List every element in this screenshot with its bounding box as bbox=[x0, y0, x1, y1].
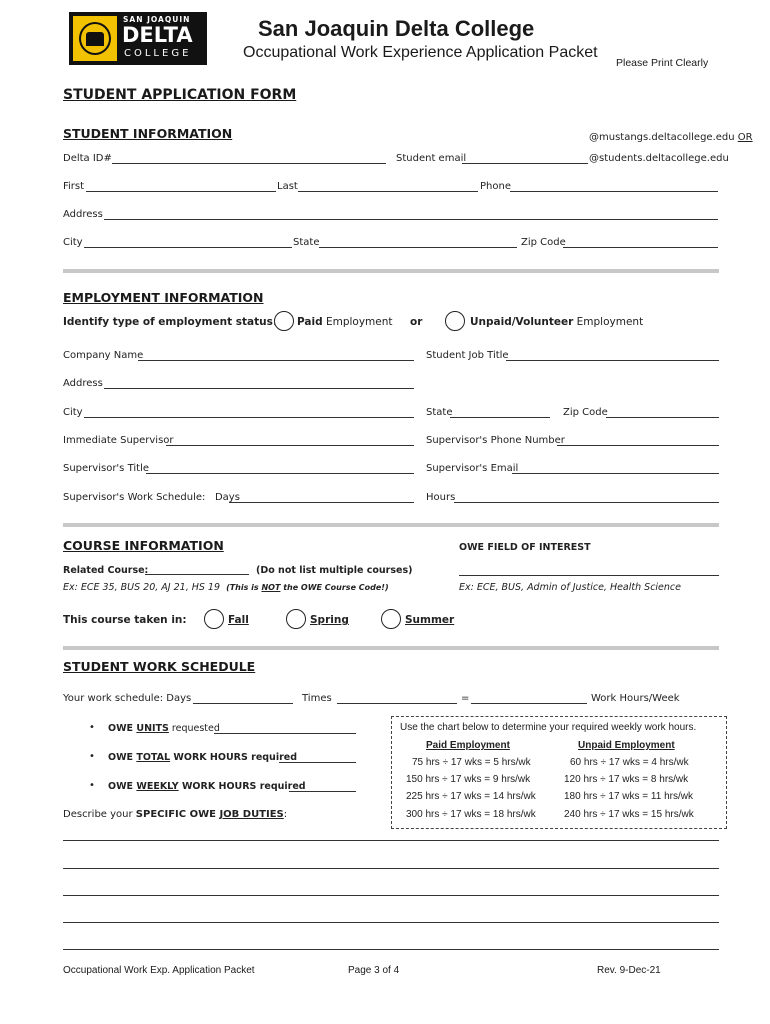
owe-field-heading: OWE FIELD OF INTEREST bbox=[459, 542, 591, 553]
employer-zip-field[interactable] bbox=[606, 417, 719, 418]
supervisor-hours-field[interactable] bbox=[454, 502, 719, 503]
immediate-supervisor-label: Immediate Supervisor bbox=[63, 435, 174, 446]
paid-employment-radio[interactable] bbox=[274, 311, 294, 331]
course-term-label: This course taken in: bbox=[63, 614, 187, 626]
employer-state-label: State bbox=[426, 407, 453, 418]
work-schedule-times-label: Times bbox=[302, 693, 332, 704]
last-name-label: Last bbox=[277, 181, 298, 192]
job-duties-line[interactable] bbox=[63, 895, 719, 896]
fall-radio[interactable] bbox=[204, 609, 224, 629]
company-name-label: Company Name bbox=[63, 350, 144, 361]
unpaid-chart-row: 180 hrs ÷ 17 wks = 11 hrs/wk bbox=[564, 791, 693, 802]
student-email-field[interactable] bbox=[462, 163, 588, 164]
zip-label: Zip Code bbox=[521, 237, 566, 248]
college-logo bbox=[69, 12, 207, 65]
footer-left: Occupational Work Exp. Application Packet bbox=[63, 965, 255, 976]
phone-label: Phone bbox=[480, 181, 511, 192]
student-email-label: Student email bbox=[396, 153, 467, 164]
page-subtitle: Occupational Work Experience Application Packet bbox=[243, 44, 598, 61]
student-job-title-label: Student Job Title bbox=[426, 350, 509, 361]
work-hours-total-field[interactable] bbox=[471, 703, 587, 704]
zip-field[interactable] bbox=[563, 247, 718, 248]
owe-field-field[interactable] bbox=[459, 575, 719, 576]
address-label: Address bbox=[63, 209, 103, 220]
employer-address-field[interactable] bbox=[104, 388, 414, 389]
summer-radio[interactable] bbox=[381, 609, 401, 629]
paid-chart-row: 75 hrs ÷ 17 wks = 5 hrs/wk bbox=[412, 757, 531, 768]
work-hours-week-label: Work Hours/Week bbox=[591, 693, 680, 704]
bullet-icon: • bbox=[89, 722, 95, 733]
work-schedule-heading: STUDENT WORK SCHEDULE bbox=[63, 659, 256, 674]
employment-info-heading: EMPLOYMENT INFORMATION bbox=[63, 290, 264, 305]
unpaid-chart-header: Unpaid Employment bbox=[578, 740, 675, 751]
owe-weekly-hours-field[interactable] bbox=[289, 791, 356, 792]
logo-text-line2: DELTA bbox=[122, 23, 193, 47]
supervisor-title-field[interactable] bbox=[146, 473, 414, 474]
email-domain-students: @students.deltacollege.edu bbox=[589, 153, 729, 164]
job-duties-line[interactable] bbox=[63, 922, 719, 923]
supervisor-hours-label: Hours bbox=[426, 492, 456, 503]
student-info-heading: STUDENT INFORMATION bbox=[63, 126, 233, 141]
spring-label: Spring bbox=[310, 614, 349, 626]
bullet-icon: • bbox=[89, 751, 95, 762]
state-field[interactable] bbox=[319, 247, 517, 248]
city-field[interactable] bbox=[84, 247, 292, 248]
owe-field-example: Ex: ECE, BUS, Admin of Justice, Health Science bbox=[459, 582, 681, 593]
form-title: STUDENT APPLICATION FORM bbox=[63, 87, 297, 103]
employer-zip-label: Zip Code bbox=[563, 407, 608, 418]
footer-page-number: Page 3 of 4 bbox=[348, 965, 400, 976]
print-note: Please Print Clearly bbox=[616, 57, 709, 69]
phone-field[interactable] bbox=[510, 191, 718, 192]
owe-weekly-hours-label: OWE WEEKLY WORK HOURS required bbox=[108, 781, 306, 792]
logo-text-line1: SAN JOAQUIN bbox=[123, 15, 191, 24]
section-divider bbox=[63, 646, 719, 650]
email-domain-mustangs: @mustangs.deltacollege.edu OR bbox=[589, 132, 753, 143]
work-schedule-days-label: Your work schedule: Days bbox=[63, 693, 192, 704]
paid-employment-label: Paid Employment bbox=[297, 316, 393, 328]
employment-status-label: Identify type of employment status bbox=[63, 316, 273, 328]
last-name-field[interactable] bbox=[298, 191, 478, 192]
owe-units-field[interactable] bbox=[214, 733, 356, 734]
supervisor-days-field[interactable] bbox=[229, 502, 414, 503]
state-label: State bbox=[293, 237, 320, 248]
unpaid-chart-row: 120 hrs ÷ 17 wks = 8 hrs/wk bbox=[564, 774, 689, 785]
paid-chart-row: 225 hrs ÷ 17 wks = 14 hrs/wk bbox=[406, 791, 536, 802]
spring-radio[interactable] bbox=[286, 609, 306, 629]
supervisor-phone-field[interactable] bbox=[557, 445, 719, 446]
or-label: or bbox=[410, 316, 423, 328]
supervisor-email-field[interactable] bbox=[512, 473, 719, 474]
company-name-field[interactable] bbox=[138, 360, 414, 361]
paid-chart-row: 150 hrs ÷ 17 wks = 9 hrs/wk bbox=[406, 774, 531, 785]
related-course-field[interactable] bbox=[145, 574, 249, 575]
bullet-icon: • bbox=[89, 780, 95, 791]
page-title: San Joaquin Delta College bbox=[258, 16, 535, 41]
related-course-label: Related Course: bbox=[63, 565, 149, 576]
supervisor-phone-label: Supervisor's Phone Number bbox=[426, 435, 565, 446]
chart-intro: Use the chart below to determine your required weekly work hours. bbox=[400, 722, 697, 733]
summer-label: Summer bbox=[405, 614, 455, 626]
job-duties-label: Describe your SPECIFIC OWE JOB DUTIES: bbox=[63, 809, 288, 820]
course-info-heading: COURSE INFORMATION bbox=[63, 538, 224, 553]
supervisor-email-label: Supervisor's Email bbox=[426, 463, 519, 474]
unpaid-chart-row: 60 hrs ÷ 17 wks = 4 hrs/wk bbox=[570, 757, 689, 768]
no-multiple-note: (Do not list multiple courses) bbox=[256, 565, 413, 576]
unpaid-employment-label: Unpaid/Volunteer Employment bbox=[470, 316, 644, 328]
section-divider bbox=[63, 523, 719, 527]
work-schedule-times-field[interactable] bbox=[337, 703, 457, 704]
paid-chart-header: Paid Employment bbox=[426, 740, 510, 751]
job-duties-line[interactable] bbox=[63, 949, 719, 950]
fall-label: Fall bbox=[228, 614, 249, 626]
owe-total-hours-field[interactable] bbox=[279, 762, 356, 763]
job-duties-line[interactable] bbox=[63, 868, 719, 869]
delta-id-label: Delta ID# bbox=[63, 153, 112, 164]
supervisor-schedule-label: Supervisor's Work Schedule: Days bbox=[63, 492, 240, 503]
employer-city-field[interactable] bbox=[84, 417, 414, 418]
owe-total-hours-label: OWE TOTAL WORK HOURS required bbox=[108, 752, 298, 763]
unpaid-employment-radio[interactable] bbox=[445, 311, 465, 331]
address-field[interactable] bbox=[104, 219, 718, 220]
work-schedule-days-field[interactable] bbox=[193, 703, 293, 704]
employer-state-field[interactable] bbox=[450, 417, 550, 418]
logo-emblem-icon bbox=[73, 16, 117, 61]
job-duties-line[interactable] bbox=[63, 840, 719, 841]
equals-label: = bbox=[461, 693, 470, 704]
student-job-title-field[interactable] bbox=[506, 360, 719, 361]
employer-address-label: Address bbox=[63, 378, 103, 389]
first-name-label: First bbox=[63, 181, 85, 192]
owe-units-label: OWE UNITS requested bbox=[108, 723, 220, 734]
logo-text-line3: COLLEGE bbox=[124, 48, 192, 59]
delta-id-field[interactable] bbox=[112, 163, 386, 164]
city-label: City bbox=[63, 237, 83, 248]
section-divider bbox=[63, 269, 719, 273]
footer-revision: Rev. 9-Dec-21 bbox=[597, 965, 661, 976]
unpaid-chart-row: 240 hrs ÷ 17 wks = 15 hrs/wk bbox=[564, 809, 694, 820]
paid-chart-row: 300 hrs ÷ 17 wks = 18 hrs/wk bbox=[406, 809, 536, 820]
first-name-field[interactable] bbox=[86, 191, 276, 192]
immediate-supervisor-field[interactable] bbox=[166, 445, 414, 446]
course-example: Ex: ECE 35, BUS 20, AJ 21, HS 19 (This is NOT the OWE Course Code!) bbox=[63, 582, 389, 593]
supervisor-title-label: Supervisor's Title bbox=[63, 463, 150, 474]
employer-city-label: City bbox=[63, 407, 83, 418]
